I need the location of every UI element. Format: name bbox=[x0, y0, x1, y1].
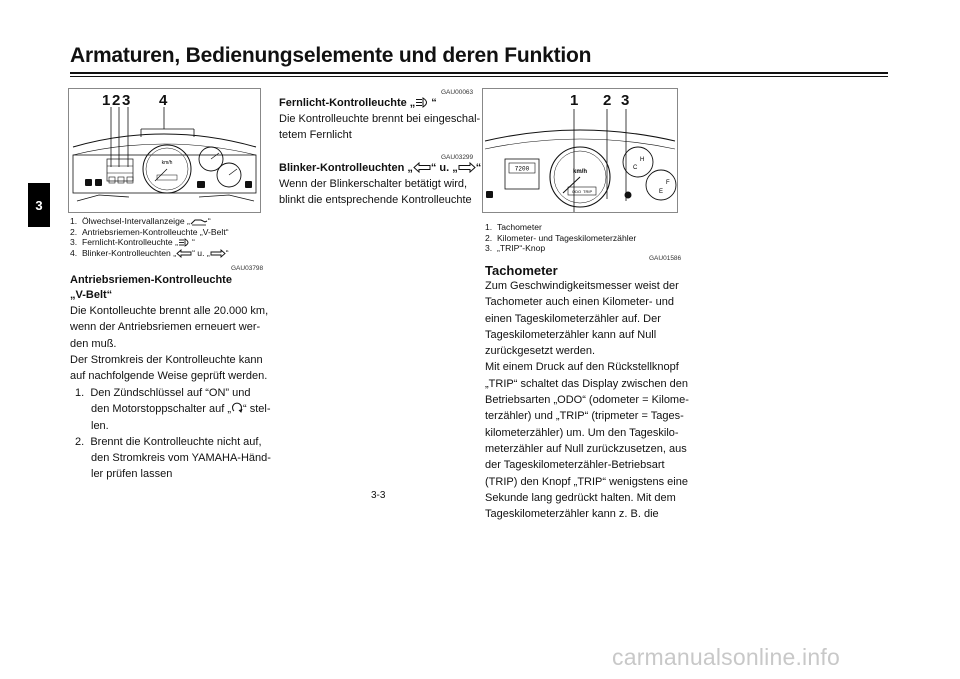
heading-turn-signals: Blinker-Kontrolleuchten „ “ u. „ “ bbox=[279, 162, 482, 174]
heading-high-beam: Fernlicht-Kontrolleuchte „ “ bbox=[279, 97, 437, 109]
caption-item: 3. Fernlicht-Kontrolleuchte „ “ bbox=[70, 237, 195, 248]
list-item: 1. Den Zündschlüssel auf “ON” und bbox=[75, 387, 251, 399]
reference-code: GAU01586 bbox=[649, 255, 682, 262]
title-rule-thin bbox=[70, 76, 888, 77]
caption-item: 3. „TRIP“-Knop bbox=[485, 243, 546, 254]
page-number: 3-3 bbox=[371, 490, 386, 501]
turn-signals-body: Wenn der Blinkerschalter betätigt wird, blinkt die entsprechende Kontrolleuchte bbox=[279, 178, 472, 207]
heading-vbelt: Antriebsriemen-Kontrolleuchte „V-Belt“ bbox=[70, 274, 232, 301]
title-rule-thick bbox=[70, 72, 888, 74]
high-beam-body: Die Kontrolleuchte brennt bei eingeschal- tetem Fernlicht bbox=[279, 113, 481, 142]
page-title: Armaturen, Bedienungselemente und deren Funktion bbox=[70, 44, 592, 67]
high-beam-icon bbox=[415, 97, 431, 108]
figure-speedometer bbox=[482, 88, 678, 213]
reference-code: GAU03798 bbox=[231, 265, 264, 272]
engine-run-icon bbox=[231, 402, 243, 414]
vbelt-body: Die Kontolleuchte brennt alle 20.000 km, wenn der Antriebsriemen erneuert wer- den muß. Der Stromkreis der Kontrolleuchte kann auf nachfolgende Weise geprüft werden. bbox=[70, 305, 269, 383]
odo-label: ODO bbox=[572, 189, 582, 194]
tachometer-body: Zum Geschwindigkeitsmesser weist der Tachometer auch einen Kilometer- und einen Tageskilometerzähler auf. Der Tageskilometerzähler kann auf Null zurückgesetzt werden. Mit einem Druck auf den Rückstellknopf „TRIP“ schaltet das Display zwischen den Betriebsarten „ODO“ (odometer = Kilome- terzähler) und „TRIP“ (tripmeter = Tages- kilometerzähler) um. Um den Tageskilo- meterzähler auf Null zurückzusetzen, aus der Tageskilometerzähler-Betriebsart (TRIP) den Knopf „TRIP“ wenigstens eine Sekunde lang gedrückt halten. Mit dem Tageskilometerzähler kann z. B. die bbox=[485, 280, 689, 521]
temp-hot-mark: H bbox=[640, 157, 645, 163]
callout-3: 3 bbox=[621, 92, 630, 109]
callout-2: 2 bbox=[603, 92, 612, 109]
fuel-full-mark: F bbox=[666, 180, 670, 186]
figure-instrument-panel-left bbox=[68, 88, 261, 213]
reference-code: GAU00063 bbox=[441, 89, 474, 96]
turn-left-icon bbox=[413, 162, 431, 173]
trip-readout: 7200 bbox=[514, 165, 530, 173]
oil-change-icon bbox=[190, 217, 208, 226]
speedometer-illustration bbox=[483, 89, 677, 212]
list-item: 2. Brennt die Kontrolleuchte nicht auf, bbox=[75, 435, 262, 448]
speed-unit-label: km/h bbox=[161, 160, 173, 166]
figure-left-captions bbox=[70, 216, 229, 258]
callout-1: 1 bbox=[570, 92, 579, 109]
caption-item: 2. Kilometer- und Tageskilometerzähler bbox=[485, 232, 637, 243]
caption-item: 2. Antriebsriemen-Kontrolleuchte „V-Belt“ bbox=[70, 226, 229, 237]
reference-code: GAU03299 bbox=[441, 154, 474, 161]
turn-right-icon bbox=[210, 249, 226, 258]
figure-right-captions bbox=[485, 222, 636, 254]
fuel-empty-mark: E bbox=[659, 189, 664, 195]
temp-cold-mark: C bbox=[633, 165, 638, 171]
vbelt-list: 1. Den Zündschlüssel auf “ON” und den Motorstoppschalter auf „ “ stel- len. 2. Brennt die Kontrolleuchte nicht auf, den Stromkreis vom YAMAHA-Händ- ler prüfen lassen bbox=[75, 387, 271, 481]
speed-unit-label-big: km/h bbox=[572, 169, 588, 175]
callout-2: 2 bbox=[112, 92, 121, 109]
chapter-tab: 3 bbox=[28, 183, 50, 227]
heading-tachometer: Tachometer bbox=[485, 263, 558, 278]
trip-label: TRIP bbox=[583, 189, 593, 194]
caption-item: 4. Blinker-Kontrolleuchten „ “ u. „ “ bbox=[70, 247, 229, 258]
watermark: carmanualsonline.info bbox=[612, 644, 840, 670]
callout-4: 4 bbox=[159, 92, 168, 109]
callout-3: 3 bbox=[122, 92, 131, 109]
high-beam-icon bbox=[178, 238, 192, 247]
callout-1: 1 bbox=[102, 92, 111, 109]
caption-item: 1. Tachometer bbox=[485, 222, 542, 232]
caption-item: 1. Ölwechsel-Intervallanzeige „ “ bbox=[70, 216, 211, 226]
turn-left-icon bbox=[176, 249, 192, 258]
turn-right-icon bbox=[458, 162, 476, 173]
